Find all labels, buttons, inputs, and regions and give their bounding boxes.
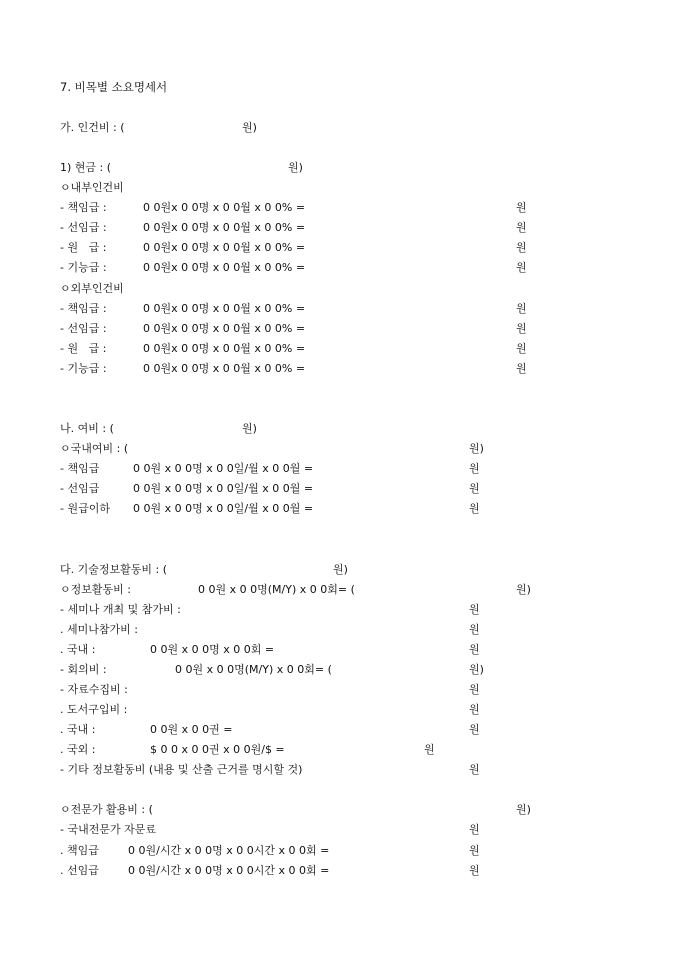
row-label: - 선임급 xyxy=(60,482,100,495)
row-unit: 원 xyxy=(469,844,480,857)
expert-sub-heading-unit: 원 xyxy=(469,823,480,836)
tech-info-row xyxy=(0,722,680,737)
travel-row xyxy=(0,481,680,496)
row-formula: 0 0원x 0 0명 x 0 0월 x 0 0% = xyxy=(143,201,306,214)
tech-info-row xyxy=(0,642,680,657)
expert-row xyxy=(0,863,680,878)
row-label: . 국외 : xyxy=(60,743,96,756)
row-unit: 원 xyxy=(516,261,527,274)
row-label: - 세미나 개최 및 참가비 : xyxy=(60,603,181,616)
row-formula: 0 0원 x 0 0명 x 0 0일/월 x 0 0월 = xyxy=(133,482,314,495)
internal-row xyxy=(0,200,680,215)
domestic-travel-heading-line xyxy=(0,441,680,456)
expert-row xyxy=(0,843,680,858)
row-label: - 회의비 : xyxy=(60,663,107,676)
row-label: . 국내 : xyxy=(60,723,96,736)
row-unit: 원) xyxy=(469,663,484,676)
cash-heading: 1) 현금 : ( xyxy=(60,161,112,174)
row-formula: 0 0원x 0 0명 x 0 0월 x 0 0% = xyxy=(143,362,306,375)
external-row xyxy=(0,301,680,316)
row-unit: 원 xyxy=(516,322,527,335)
row-formula: 0 0원x 0 0명 x 0 0월 x 0 0% = xyxy=(143,241,306,254)
row-label: . 세미나참가비 : xyxy=(60,623,138,636)
row-label: . 국내 : xyxy=(60,643,96,656)
document-title-line xyxy=(0,80,680,95)
row-label: . 책임급 xyxy=(60,844,99,857)
internal-personnel-heading: ㅇ내부인건비 xyxy=(60,181,124,194)
row-formula: 0 0원 x 0 0명 x 0 0일/월 x 0 0월 = xyxy=(133,462,314,475)
row-unit: 원 xyxy=(516,302,527,315)
row-formula: 0 0원x 0 0명 x 0 0월 x 0 0% = xyxy=(143,342,306,355)
row-label: - 선임급 : xyxy=(60,322,107,335)
document-title: 7. 비목별 소요명세서 xyxy=(60,80,168,94)
row-formula: 0 0원 x 0 0권 = xyxy=(150,723,233,736)
row-formula: 0 0원x 0 0명 x 0 0월 x 0 0% = xyxy=(143,322,306,335)
travel-heading: 나. 여비 : ( xyxy=(60,422,114,435)
row-label: - 기능급 : xyxy=(60,261,107,274)
expert-heading-unit: 원) xyxy=(516,803,531,816)
tech-info-heading: 다. 기술정보활동비 : ( xyxy=(60,563,167,576)
expert-sub-heading: - 국내전문가 자문료 xyxy=(60,823,156,836)
row-label: - 선임급 : xyxy=(60,221,107,234)
row-unit: 원 xyxy=(469,703,480,716)
info-activity-line xyxy=(0,582,680,597)
personnel-heading-unit: 원) xyxy=(242,121,257,134)
info-activity-label: ㅇ정보활동비 : xyxy=(60,583,131,596)
row-unit: 원 xyxy=(469,723,480,736)
expert-heading-line xyxy=(0,802,680,817)
row-unit: 원 xyxy=(516,362,527,375)
tech-info-row xyxy=(0,742,680,757)
external-row xyxy=(0,321,680,336)
row-label: - 원 급 : xyxy=(60,342,107,355)
tech-info-row xyxy=(0,602,680,617)
row-label: - 책임급 : xyxy=(60,201,107,214)
external-row xyxy=(0,341,680,356)
personnel-heading: 가. 인건비 : ( xyxy=(60,121,125,134)
personnel-heading-line xyxy=(0,120,680,135)
row-unit: 원 xyxy=(469,864,480,877)
row-formula: 0 0원x 0 0명 x 0 0월 x 0 0% = xyxy=(143,221,306,234)
row-label: - 기능급 : xyxy=(60,362,107,375)
row-unit: 원 xyxy=(424,743,435,756)
travel-heading-unit: 원) xyxy=(242,422,257,435)
row-label: - 원 급 : xyxy=(60,241,107,254)
row-label: . 도서구입비 : xyxy=(60,703,128,716)
tech-info-heading-line xyxy=(0,562,680,577)
external-row xyxy=(0,361,680,376)
external-personnel-heading-line xyxy=(0,281,680,296)
internal-row xyxy=(0,260,680,275)
row-unit: 원 xyxy=(469,482,480,495)
row-formula: 0 0원x 0 0명 x 0 0월 x 0 0% = xyxy=(143,261,306,274)
row-formula: 0 0원x 0 0명 x 0 0월 x 0 0% = xyxy=(143,302,306,315)
row-unit: 원 xyxy=(516,201,527,214)
row-formula: 0 0원/시간 x 0 0명 x 0 0시간 x 0 0회 = xyxy=(128,844,330,857)
row-label: - 원급이하 xyxy=(60,502,110,515)
tech-info-row xyxy=(0,762,680,777)
row-unit: 원 xyxy=(469,763,480,776)
domestic-travel-heading: ㅇ국내여비 : ( xyxy=(60,442,129,455)
row-unit: 원 xyxy=(469,502,480,515)
row-formula: 0 0원 x 0 0명 x 0 0회 = xyxy=(150,643,275,656)
external-personnel-heading: ㅇ외부인건비 xyxy=(60,282,124,295)
info-activity-unit: 원) xyxy=(516,583,531,596)
row-label: - 책임급 xyxy=(60,462,100,475)
tech-info-row xyxy=(0,682,680,697)
cash-heading-line xyxy=(0,160,680,175)
internal-row xyxy=(0,240,680,255)
tech-info-row xyxy=(0,622,680,637)
travel-row xyxy=(0,501,680,516)
row-label: - 기타 정보활동비 (내용 및 산출 근거를 명시할 것) xyxy=(60,763,303,776)
row-unit: 원 xyxy=(469,683,480,696)
domestic-travel-heading-unit: 원) xyxy=(469,442,484,455)
cash-heading-unit: 원) xyxy=(288,161,303,174)
info-activity-formula: 0 0원 x 0 0명(M/Y) x 0 0회= ( xyxy=(198,583,355,596)
row-formula: $ 0 0 x 0 0권 x 0 0원/$ = xyxy=(150,743,285,756)
row-unit: 원 xyxy=(516,221,527,234)
internal-row xyxy=(0,220,680,235)
travel-heading-line xyxy=(0,421,680,436)
expert-sub-heading-line xyxy=(0,822,680,837)
row-unit: 원 xyxy=(469,603,480,616)
expert-heading: ㅇ전문가 활용비 : ( xyxy=(60,803,153,816)
row-unit: 원 xyxy=(469,462,480,475)
row-formula: 0 0원 x 0 0명 x 0 0일/월 x 0 0월 = xyxy=(133,502,314,515)
tech-info-row xyxy=(0,662,680,677)
row-label: - 책임급 : xyxy=(60,302,107,315)
tech-info-row xyxy=(0,702,680,717)
row-label: - 자료수집비 : xyxy=(60,683,128,696)
row-unit: 원 xyxy=(469,643,480,656)
row-unit: 원 xyxy=(516,241,527,254)
row-label: . 선임급 xyxy=(60,864,99,877)
travel-row xyxy=(0,461,680,476)
tech-info-heading-unit: 원) xyxy=(333,563,348,576)
row-unit: 원 xyxy=(516,342,527,355)
row-unit: 원 xyxy=(469,623,480,636)
row-formula: 0 0원/시간 x 0 0명 x 0 0시간 x 0 0회 = xyxy=(128,864,330,877)
internal-personnel-heading-line xyxy=(0,180,680,195)
row-formula: 0 0원 x 0 0명(M/Y) x 0 0회= ( xyxy=(175,663,332,676)
